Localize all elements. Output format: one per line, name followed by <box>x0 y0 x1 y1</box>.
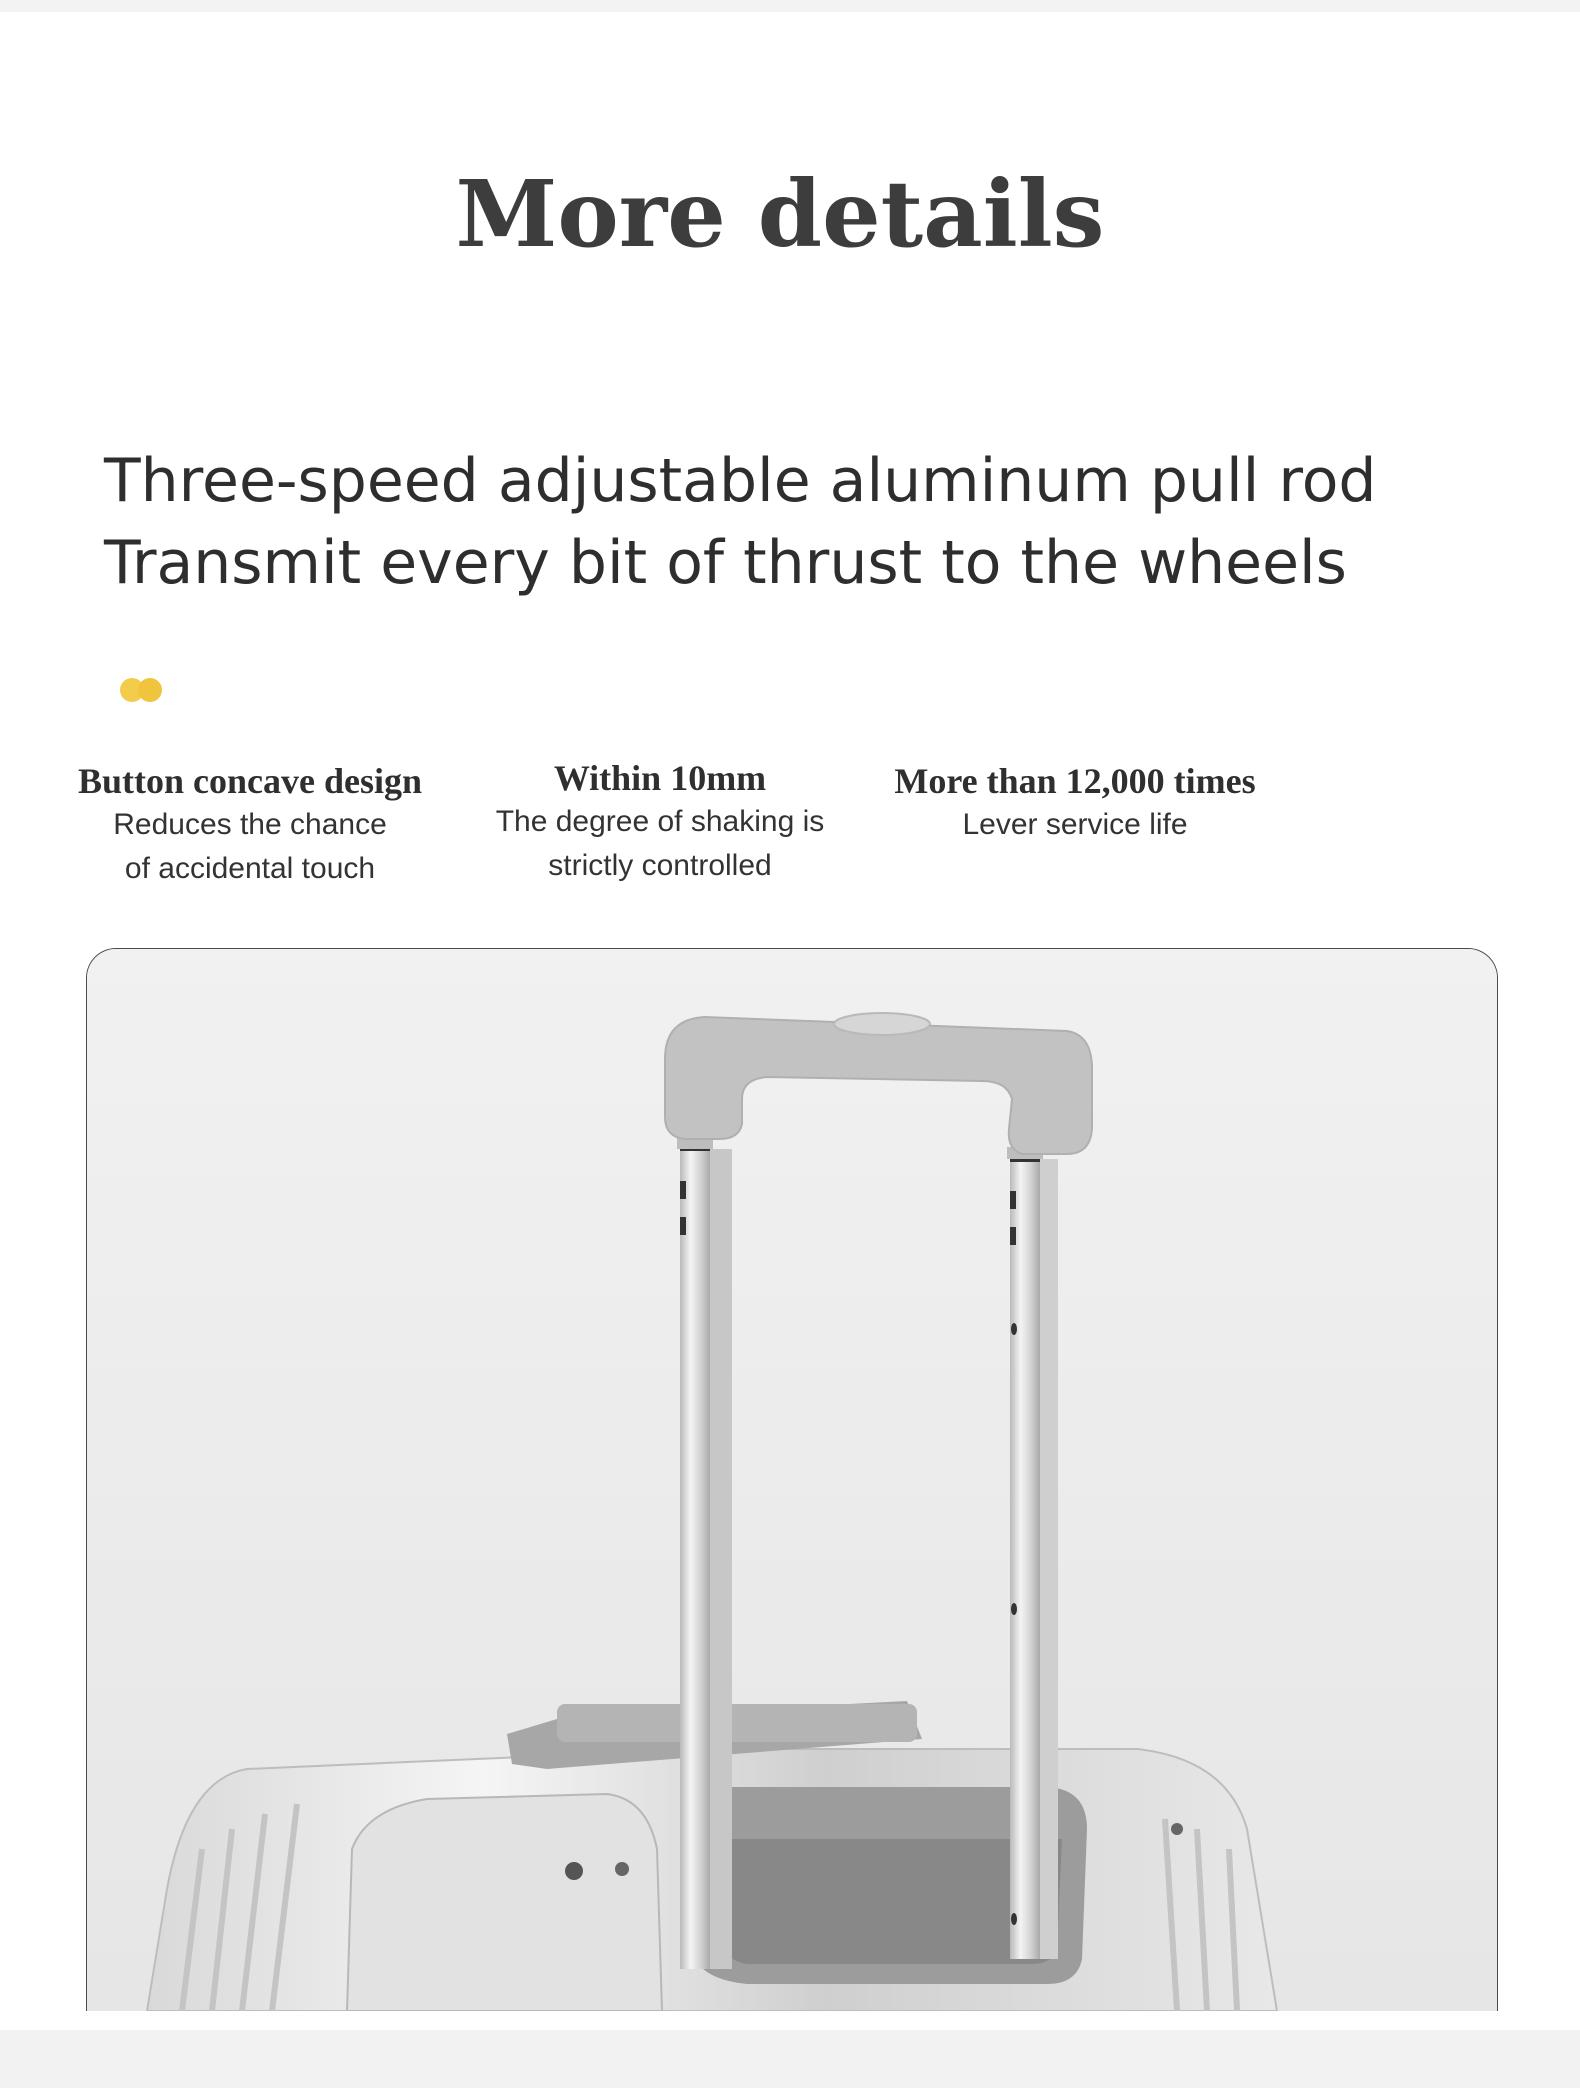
feature-desc-line: strictly controlled <box>548 849 772 882</box>
feature-title: More than 12,000 times <box>894 761 1256 801</box>
accent-dots-icon <box>120 678 170 702</box>
feature-button-concave <box>70 760 430 890</box>
feature-desc-line: Reduces the chance <box>113 808 387 841</box>
feature-title: Within 10mm <box>553 758 767 798</box>
feature-title: Button concave design <box>77 761 423 801</box>
feature-shaking <box>470 757 850 887</box>
bottom-strip <box>0 2030 1580 2088</box>
headline-line-2: Transmit every bit of thrust to the wheels <box>104 528 1347 598</box>
feature-desc-line: of accidental touch <box>124 852 376 885</box>
feature-service-life <box>880 760 1270 846</box>
page-title: More details <box>455 160 1105 268</box>
feature-desc-line: The degree of shaking is <box>495 805 825 838</box>
suitcase-pull-rod-photo <box>87 949 1497 2011</box>
accent-dot <box>138 678 162 702</box>
feature-desc-line: Lever service life <box>962 808 1188 841</box>
headline-line-1: Three-speed adjustable aluminum pull rod <box>104 446 1377 516</box>
top-strip <box>0 0 1580 12</box>
product-image-frame <box>86 948 1498 2011</box>
